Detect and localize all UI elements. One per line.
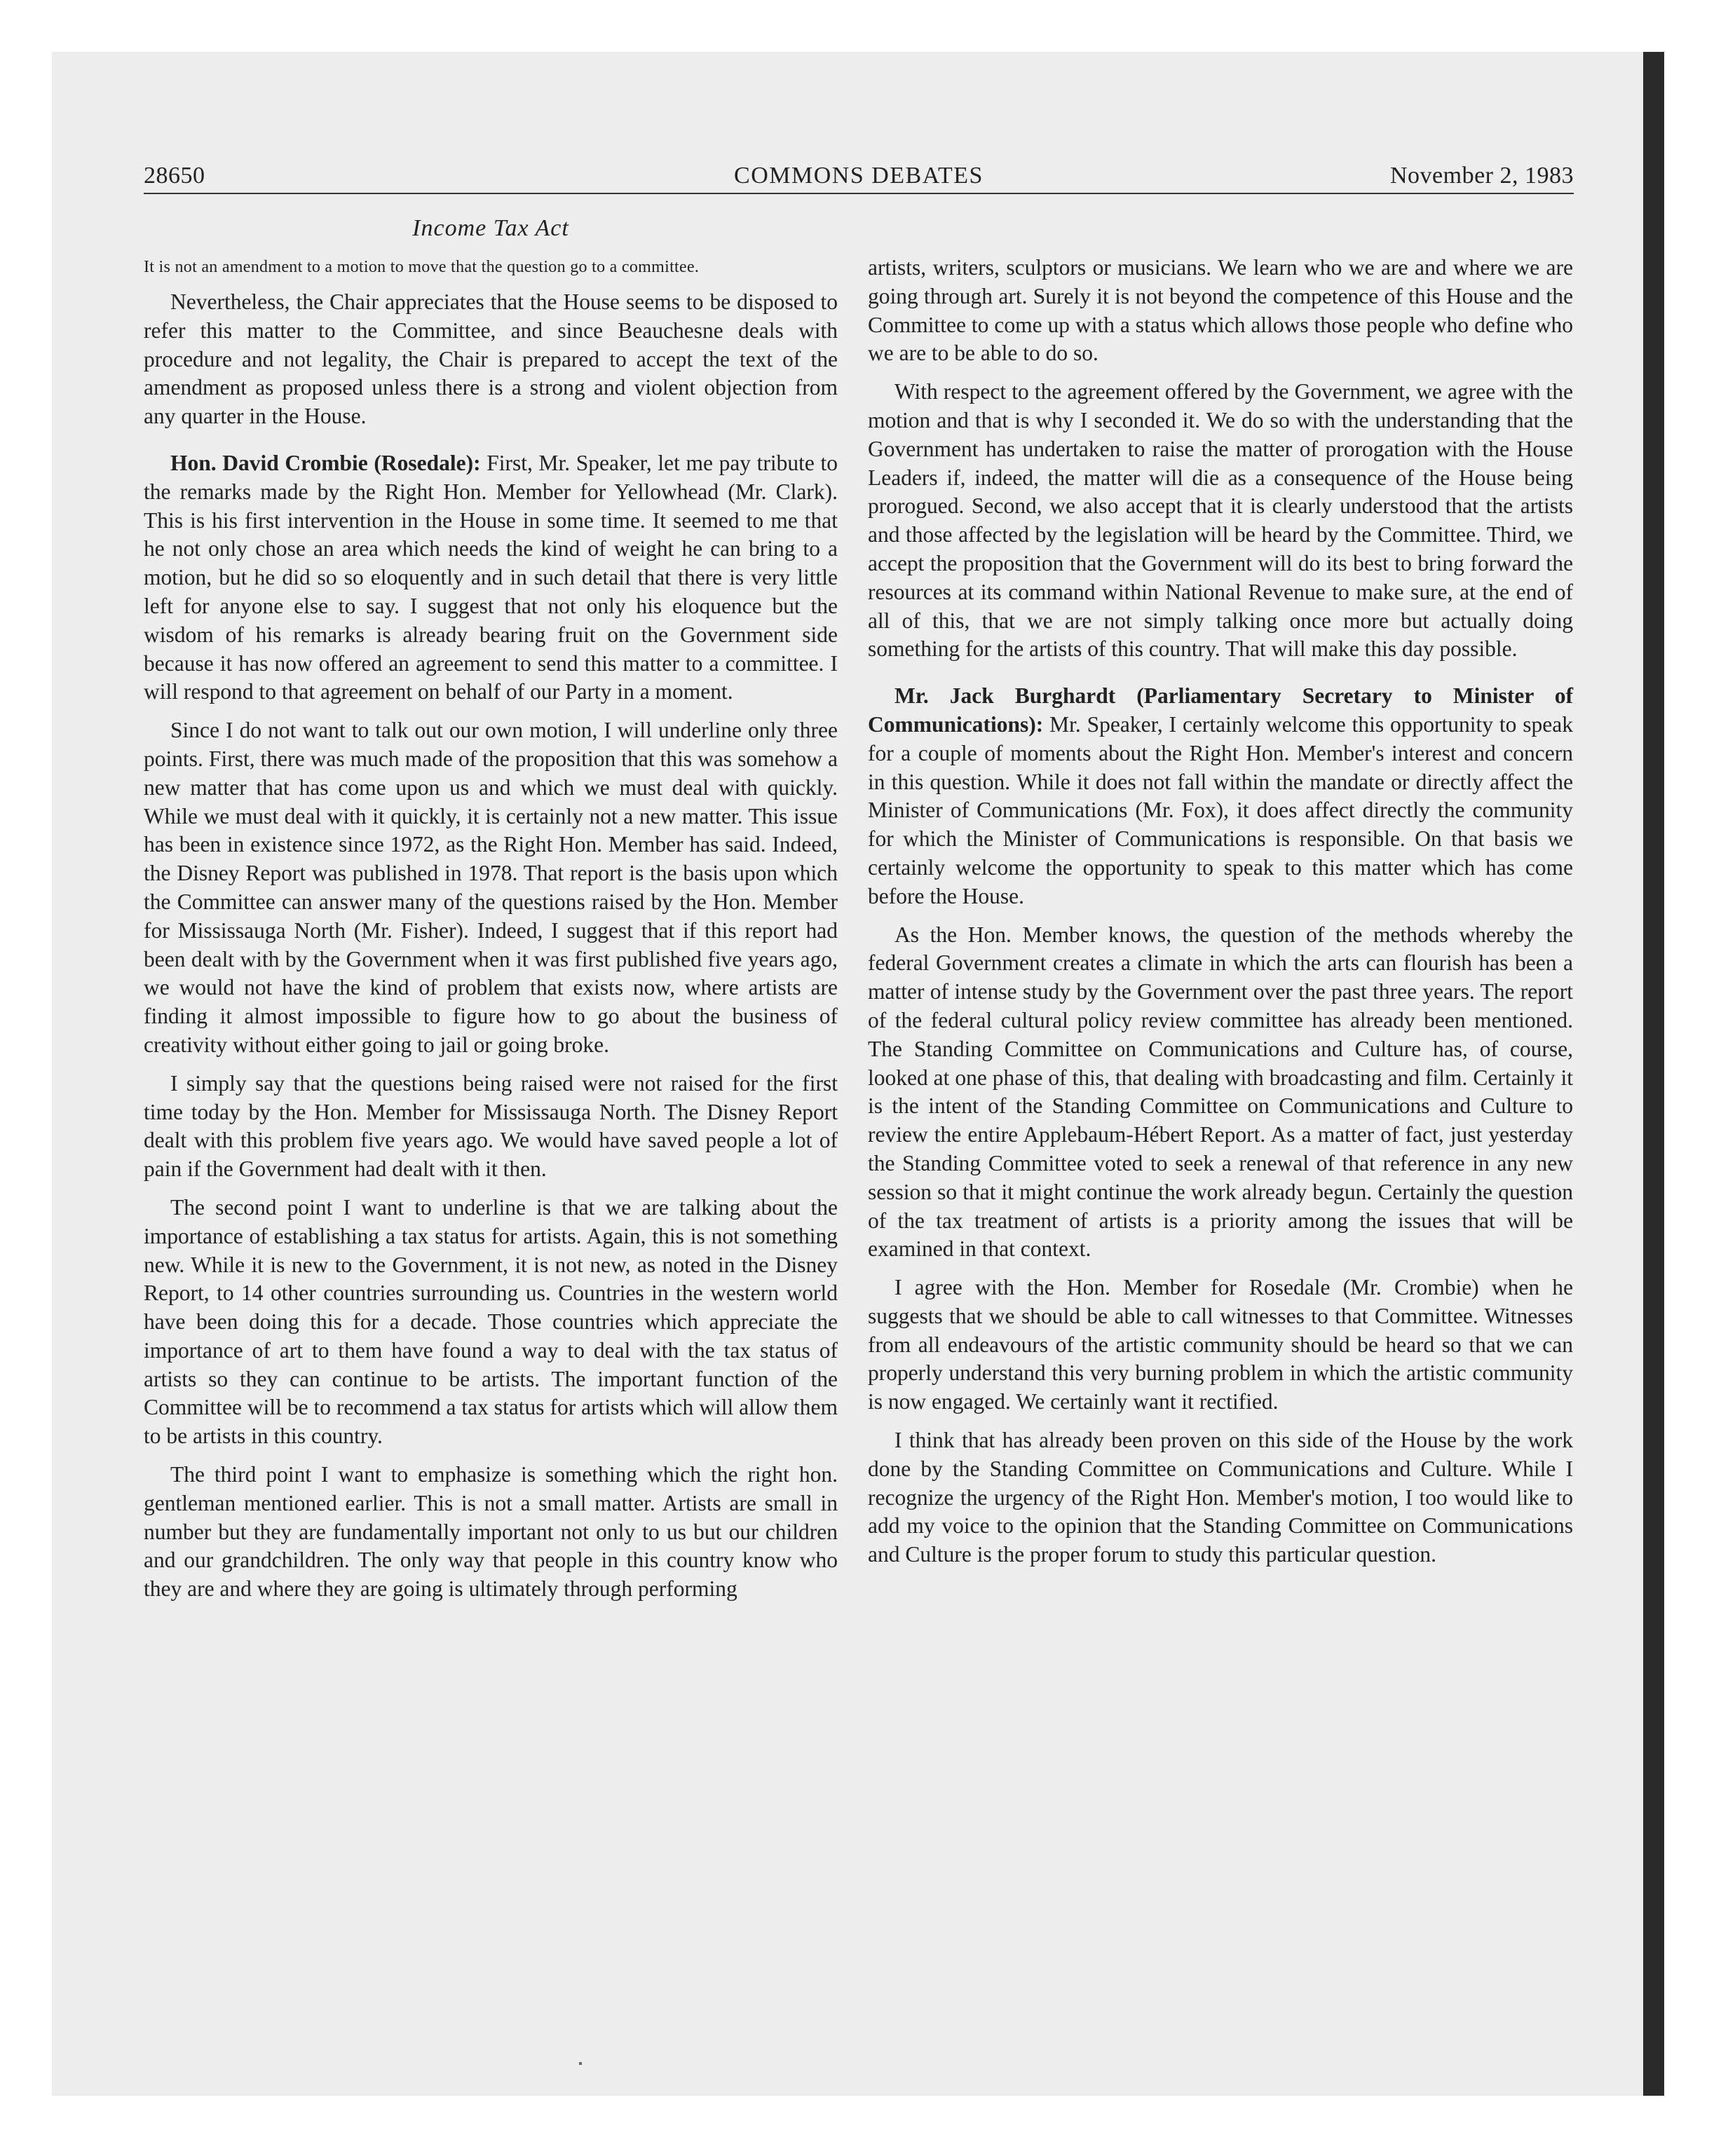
speech-paragraph [868, 682, 1573, 910]
paragraph: With respect to the agreement offered by the Government, we agree with the motion and that is why I seconded it. We do so with the understanding that the Government has undertaken to raise the matter of prorogation with the House Leaders if, indeed, the matter will die as a consequence of the House being prorogued. Second, we also accept that it is clearly understood that the artists and those affected by the legislation will be heard by the Committee. Third, we accept the proposition that the Government will do its best to bring forward the resources at its command within National Revenue to make sure, at the end of all of this, that we are not simply talking once more but actually doing something for the artists of this country. That will make this day possible. [868, 379, 1573, 662]
page-number: 28650 [144, 163, 205, 189]
paragraph: The second point I want to underline is that we are talking about the importance of establishing a tax status for artists. Again, this is not something new. While it is new to the Government, it is not new, as noted in the Disney Report, to 14 other countries surrounding us. Countries in the western world have been doing this for a decade. Those countries which appreciate the importance of art to them have found a way to deal with the tax status of artists so they can continue to be artists. The important function of the Committee will be to recommend a tax status for artists which will allow them to be artists in this country. [144, 1194, 838, 1449]
page-header [144, 163, 1574, 196]
paragraph: Nevertheless, the Chair appreciates that the House seems to be disposed to refer this matter to the Committee, and since Beauchesne deals with procedure and not legality, the Chair is prepared to accept the text of the amendment as proposed unless there is a strong and violent objection from any quarter in the House. [144, 289, 838, 429]
publication-title: COMMONS DEBATES [734, 163, 984, 189]
paragraph: Since I do not want to talk out our own motion, I will underline only three points. First, there was much made of the proposition that this was somehow a new matter that has come upon us and which we must deal with quickly. While we must deal with it quickly, it is certainly not a new matter. This issue has been in existence since 1972, as the Right Hon. Member has said. Indeed, the Disney Report was published in 1978. That report is the basis upon which the Committee can answer many of the questions raised by the Hon. Member for Mississauga North (Mr. Fisher). Indeed, I suggest that if this report had been dealt with by the Government when it was first published five years ago, we would not have the kind of problem that exists now, where artists are finding it almost impossible to figure how to go about the business of creativity without either going to jail or going broke. [144, 718, 838, 1057]
scan-edge-shadow [1643, 52, 1664, 2096]
speech-text: First, Mr. Speaker, let me pay tribute to the remarks made by the Right Hon. Member for Yellowhead (Mr. Clark). This is his first intervention in the House in some time. It seemed to me that he not only chose an area which needs the kind of weight he can bring to a motion, but he did so so eloquently and in such detail that there is very little left for anyone else to say. I suggest that not only his eloquence but the wisdom of his remarks is already bearing fruit on the Government side because it has now offered an agreement to send this matter to a committee. I will respond to that agreement on behalf of our Party in a moment. [144, 450, 838, 704]
section-title: Income Tax Act [412, 215, 569, 241]
speech-paragraph [144, 449, 838, 707]
publication-date: November 2, 1983 [1389, 163, 1574, 189]
speaker-name: Hon. David Crombie (Rosedale): [170, 450, 481, 475]
speech-text: Mr. Speaker, I certainly welcome this opportunity to speak for a couple of moments about the Right Hon. Member's interest and concern in this question. While it does not fall within the mandate or directly affect the Minister of Communications (Mr. Fox), it does affect directly the community for which the Minister of Communications is responsible. On that basis we certainly welcome the opportunity to speak to this matter which has come before the House. [868, 711, 1573, 908]
scan-speck [579, 2062, 582, 2065]
paragraph: artists, writers, sculptors or musicians. We learn who we are and where we are going through art. Surely it is not beyond the competence of this House and the Committee to come up with a status which allows those people who define who we are to be able to do so. [868, 255, 1573, 366]
paragraph: The third point I want to emphasize is something which the right hon. gentleman mentioned earlier. This is not a small matter. Artists are small in number but they are fundamentally important not only to us but our children and our grandchildren. The only way that people in this country know who they are and where they are going is ultimately through performing [144, 1462, 838, 1602]
header-rule [144, 193, 1574, 194]
left-column [144, 214, 838, 1613]
paragraph: As the Hon. Member knows, the question of the methods whereby the federal Government creates a climate in which the arts can flourish has been a matter of intense study by the Government over the past three years. The report of the federal cultural policy review committee has already been mentioned. The Standing Committee on Communications and Culture has, of course, looked at one phase of this, that dealing with broadcasting and film. Certainly it is the intent of the Standing Committee on Communications and Culture to review the entire Applebaum-Hébert Report. As a matter of fact, just yesterday the Standing Committee voted to seek a renewal of that reference in any new session so that it might continue the work already begun. Certainly the question of the tax treatment of artists is a priority among the issues that will be examined in that context. [868, 922, 1573, 1262]
right-column [868, 254, 1573, 1579]
ruling-note: It is not an amendment to a motion to move that the question go to a committee. [144, 258, 700, 276]
paragraph: I simply say that the questions being raised were not raised for the first time today by the Hon. Member for Mississauga North. The Disney Report dealt with this problem five years ago. We would have saved people a lot of pain if the Government had dealt with it then. [144, 1070, 838, 1182]
speaker-name: Mr. Jack Burghardt (Parliamentary Secretary to Minister of Communications): [868, 683, 1573, 737]
paragraph: I think that has already been proven on this side of the House by the work done by the Standing Committee on Communications and Culture. While I recognize the urgency of the Right Hon. Member's motion, I too would like to add my voice to the opinion that the Standing Committee on Communications and Culture is the proper forum to study this particular question. [868, 1428, 1573, 1567]
paragraph: I agree with the Hon. Member for Rosedale (Mr. Crombie) when he suggests that we should be able to call witnesses to that Committee. Witnesses from all endeavours of the artistic community should be heard so that we can properly understand this very burning problem in which the artistic community is now engaged. We certainly want it rectified. [868, 1275, 1573, 1414]
